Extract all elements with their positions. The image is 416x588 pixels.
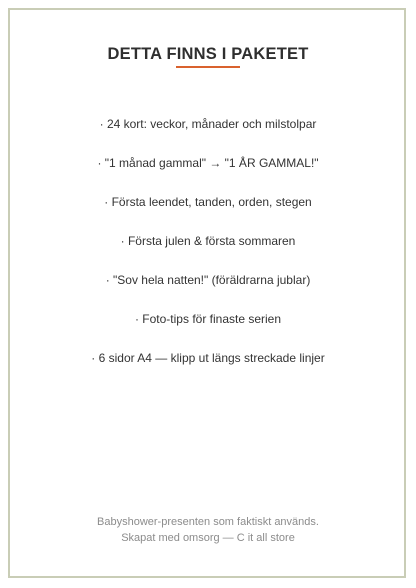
package-contents-list xyxy=(0,116,416,389)
list-item: · Första julen & första sommaren xyxy=(120,234,296,248)
list-item: · "Sov hela natten!" (föräldrarna jublar) xyxy=(105,273,311,287)
footer-credit: Skapat med omsorg — C it all store xyxy=(121,531,295,544)
list-item: · 24 kort: veckor, månader och milstolpar xyxy=(99,117,317,131)
list-item: · Första leendet, tanden, orden, stegen xyxy=(104,195,312,209)
title-underline xyxy=(176,66,240,68)
footer xyxy=(0,515,416,546)
list-item: · 6 sidor A4 — klipp ut längs streckade linjer xyxy=(91,351,325,365)
page-title: DETTA FINNS I PAKETET xyxy=(107,45,309,63)
footer-tagline: Babyshower-presenten som faktiskt används. xyxy=(97,516,319,528)
list-item: · "1 månad gammal" → "1 ÅR GAMMAL!" xyxy=(97,156,319,170)
list-item: · Foto-tips för finaste serien xyxy=(134,312,282,326)
